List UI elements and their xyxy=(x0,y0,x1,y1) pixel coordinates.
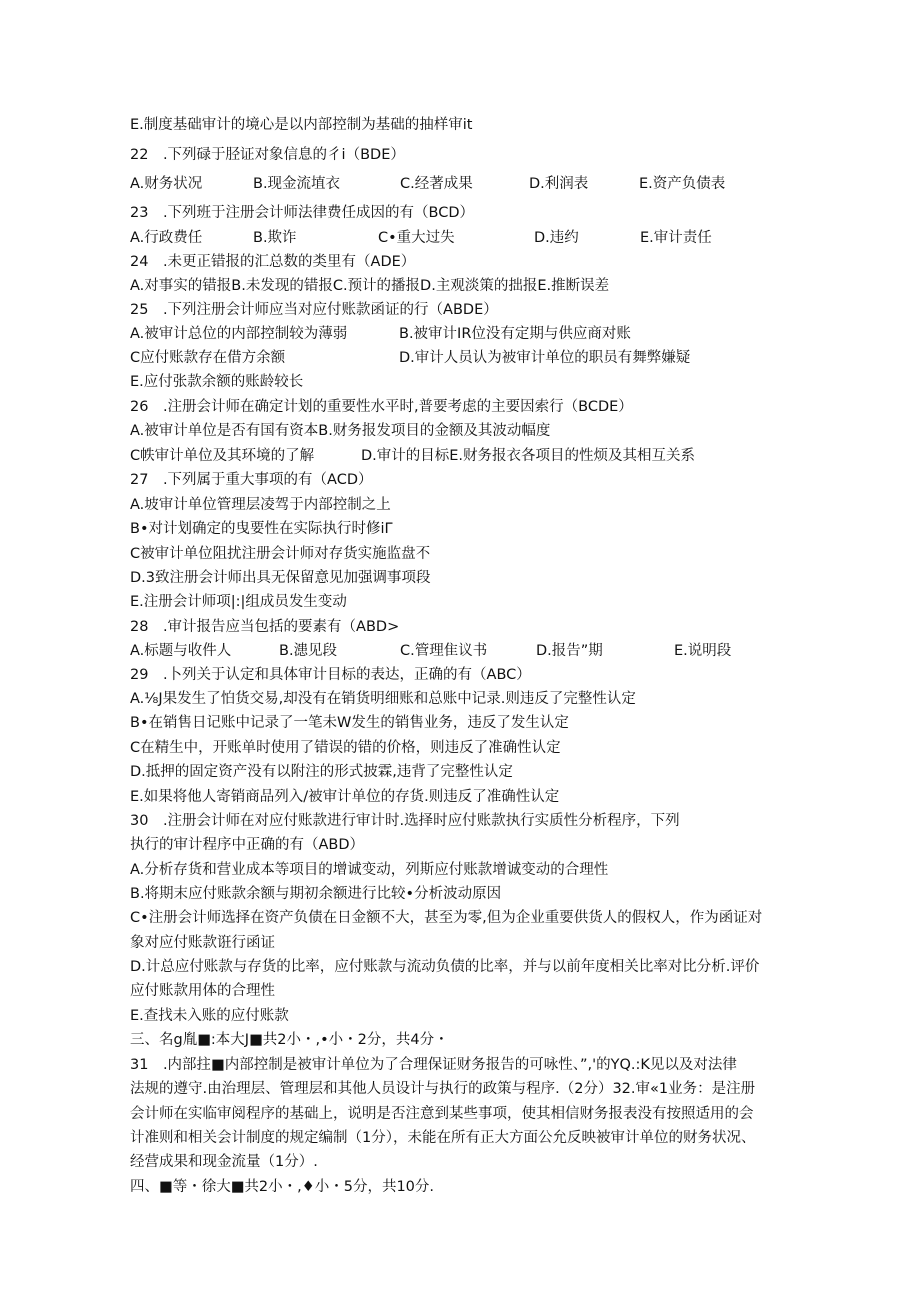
text-line: 31 .内部拄■内部控制是被审计单位为了合理保证财务报告的可咏性、”,'的YQ.:K见以及对法律 xyxy=(130,1057,737,1073)
option: D.审计的目标E.财务报衣各项目的性烦及其相互关系 xyxy=(361,448,696,464)
text-line: A.被审计单位是否有国有资本B.财务报发项目的金额及其波动幅度 xyxy=(130,423,551,439)
options-28 xyxy=(130,641,731,661)
option: C•重大过失 xyxy=(378,230,455,246)
options-26 xyxy=(130,446,695,466)
question-26: 26 .注册会计师在确定计划的重要性水平时,普要考虑的主要因索行（BCDE） xyxy=(130,399,633,415)
text-line: B•在销售日记账中记录了一笔未W发生的销售业务，违反了发生认定 xyxy=(130,715,569,731)
text-line: A.坡审计单位管理层凌驾于内部控制之上 xyxy=(130,497,391,513)
options-23 xyxy=(130,228,712,248)
text-line: E.应付张款余额的账龄较长 xyxy=(130,374,304,390)
options-25 xyxy=(130,348,690,368)
text-line: 会计师在实临审阅程序的基础上，说明是否注意到某些事项，使其相信财务报表没有按照适用的会 xyxy=(130,1106,754,1122)
text-line: B•对计划确定的曳要性在实际执行时修iΓ xyxy=(130,521,393,537)
text-line: 经营成果和现金流量（1分）. xyxy=(130,1154,318,1170)
text-line: D.抵押的固定资产没有以附注的形式披霖,违背了完整性认定 xyxy=(130,764,513,780)
option: C.管理隹议书 xyxy=(400,643,488,659)
section-heading: 三、名g胤■:本大J■共2小・,•小・2分，共4分・ xyxy=(130,1032,449,1048)
option: D.违约 xyxy=(534,230,579,246)
options-25 xyxy=(130,324,631,344)
text-line: 象对应付账款诳行函证 xyxy=(130,935,275,951)
text-line: A.⅛J果发生了怕货交易,却没有在销货明细账和总账中记录.则违反了完整性认定 xyxy=(130,691,636,707)
options-22 xyxy=(130,174,725,194)
option: A.标题与收件人 xyxy=(130,643,232,659)
option: C帙审计单位及其环境的了解 xyxy=(130,448,315,464)
text-line: E.制度基础审计的境心是以内部控制为基础的抽样审it xyxy=(130,117,473,133)
text-line: 应付账款用体的合理性 xyxy=(130,983,275,999)
text-line: 执行的审计程序中正确的有（ABD） xyxy=(130,837,365,853)
option: E.资产负债表 xyxy=(639,176,726,192)
text-line: 计准则和相关会计制度的规定编制（1分），未能在所有正大方面公允反映被审计单位的财务状况、 xyxy=(130,1130,756,1146)
question-27: 27 .下列属于重大事项的有（ACD） xyxy=(130,472,373,488)
question-24: 24 .未更正错报的汇总数的类里有（ADE） xyxy=(130,254,416,270)
text-line: E.如果将他人寄销商品列入/被审计单位的存货.则违反了准确性认定 xyxy=(130,789,560,805)
question-28: 28 .审计报告应当包括的要素有（ABD> xyxy=(130,619,400,635)
option: B.欺诈 xyxy=(253,230,297,246)
question-23: 23 .下列班于注册会计师法律费任成因的有（BCD） xyxy=(130,205,475,221)
option: D.审计人员认为被审计单位的职员有舞弊嫌疑 xyxy=(399,350,691,366)
option: C.经著成果 xyxy=(400,176,473,192)
option: C应付账款存在借方余额 xyxy=(130,350,286,366)
option: A.行政费任 xyxy=(130,230,203,246)
option: E.说明段 xyxy=(674,643,732,659)
option: B.现金流埴衣 xyxy=(253,176,341,192)
option: A.被审计总位的内部控制较为薄弱 xyxy=(130,326,348,342)
text-line: D.计总应付账款与存货的比率，应付账款与流动负债的比率，并与以前年度相关比率对比分析.评价 xyxy=(130,959,760,975)
text-line: A.分析存货和营业成本等项目的增诚变动，列斯应付账款增诚变动的合理性 xyxy=(130,862,609,878)
text-line: E.注册会计师项|:|组成员发生变动 xyxy=(130,594,347,610)
option: D.报告”期 xyxy=(536,643,603,659)
text-line: C被审计单位阻扰注册会计师对存货实施监盘不 xyxy=(130,546,431,562)
option: B.被审计IR位没有定期与供应商对账 xyxy=(399,326,631,342)
text-line: C在精生中，开账单时使用了错误的错的价格，则违反了准确性认定 xyxy=(130,740,561,756)
text-line: E.查找未入账的应付账款 xyxy=(130,1008,289,1024)
question-22: 22 .下列碌于胫证对象信息的彳i（BDE） xyxy=(130,147,405,163)
text-line: A.对事实的错报B.未发现的错报C.预计的播报D.主观淡策的拙报E.推断误差 xyxy=(130,278,610,294)
text-line: C•注册会计师选择在资产负债在日金额不大，甚至为零,但为企业重要供货人的假权人，作为函证对 xyxy=(130,910,763,926)
question-30: 30 .注册会计师在对应付账款进行审计时.选择时应付账款执行实质性分析程序，下列 xyxy=(130,813,680,829)
question-25: 25 .下列注册会计师应当对应付账款函证的行（ABDE） xyxy=(130,302,498,318)
option: E.审计责任 xyxy=(640,230,712,246)
text-line: D.3致注册会计师出具无保留意见加强调事项段 xyxy=(130,570,431,586)
text-line: B.将期末应付账款余额与期初余额进行比较•分析波动原因 xyxy=(130,886,502,902)
option: B.漶见段 xyxy=(279,643,338,659)
text-line: 法规的遵守.由治理层、管理层和其他人员设计与执行的政策与程序.（2分）32.审«1业务：是注册 xyxy=(130,1081,756,1097)
option: A.财务状况 xyxy=(130,176,203,192)
section-heading: 四、■等・徐大■共2小・,♦小・5分，共10分. xyxy=(130,1179,435,1195)
option: D.利润表 xyxy=(529,176,589,192)
question-29: 29 .卜列关于认定和具体审计目标的表达，正确的有（ABC） xyxy=(130,667,531,683)
